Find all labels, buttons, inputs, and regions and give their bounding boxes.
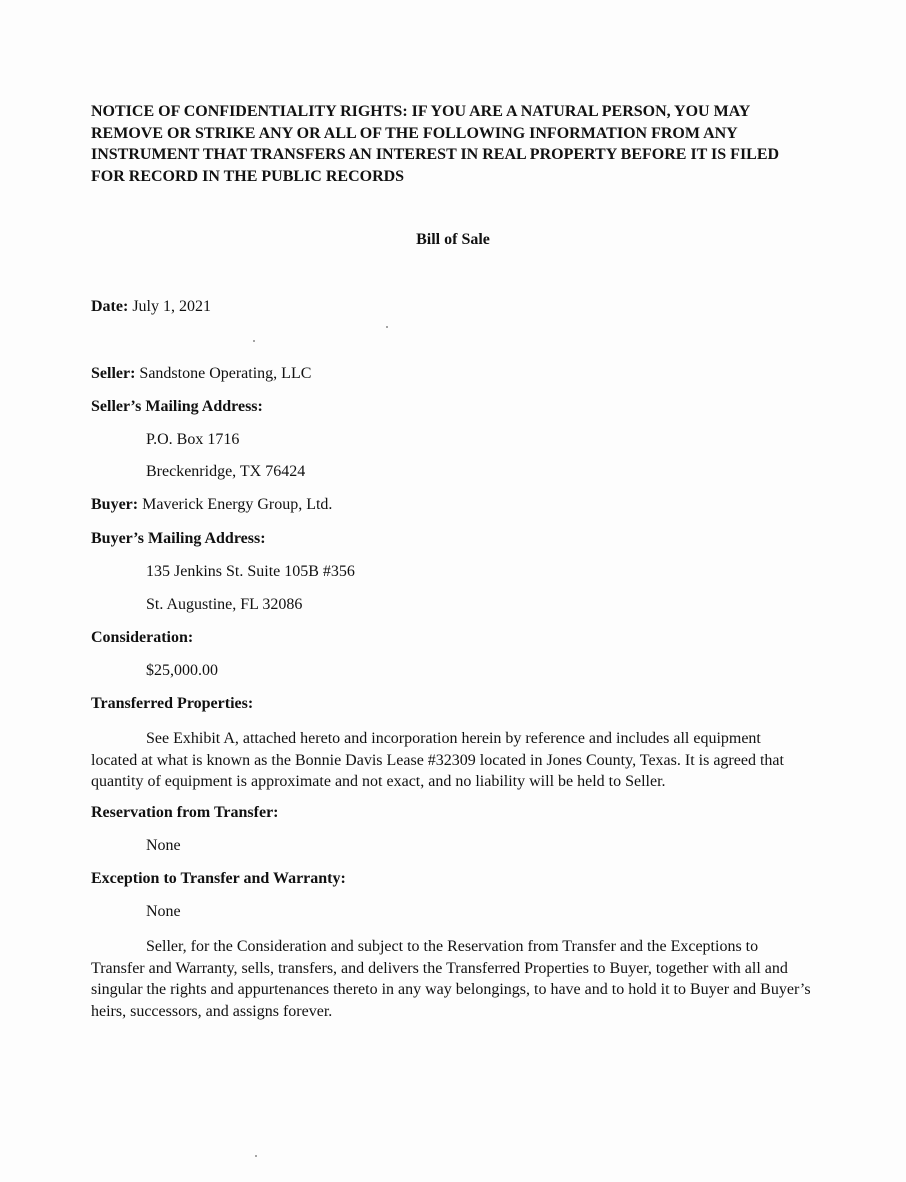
buyer-value: Maverick Energy Group, Ltd. (142, 496, 333, 513)
seller-address-label: Seller’s Mailing Address: (91, 398, 263, 415)
transferred-properties-text: See Exhibit A, attached hereto and incorporation herein by reference and includes all equipment located at what is known as the Bonnie Davis Lease #32309 located in Jones County, Texas. It is agreed that quantity of equipment is approximate and not exact, and no liability will be held to Seller. (91, 730, 784, 790)
buyer-address-line2: St. Augustine, FL 32086 (146, 596, 303, 613)
scan-speck (386, 326, 388, 328)
transferred-properties-label: Transferred Properties: (91, 695, 254, 712)
buyer-address-line1: 135 Jenkins St. Suite 105B #356 (146, 563, 355, 580)
scan-speck (253, 340, 255, 342)
seller-line (91, 365, 311, 383)
buyer-address-label: Buyer’s Mailing Address: (91, 530, 266, 547)
buyer-line (91, 496, 332, 514)
date-line (91, 298, 211, 316)
buyer-label: Buyer: (91, 496, 139, 513)
exception-label: Exception to Transfer and Warranty: (91, 870, 346, 887)
reservation-label: Reservation from Transfer: (91, 804, 279, 821)
seller-address-line2: Breckenridge, TX 76424 (146, 463, 306, 480)
date-value: July 1, 2021 (132, 298, 211, 315)
scan-speck (255, 1155, 257, 1157)
seller-address-line1: P.O. Box 1716 (146, 431, 240, 448)
consideration-value: $25,000.00 (146, 662, 218, 679)
seller-value: Sandstone Operating, LLC (139, 365, 312, 382)
seller-label: Seller: (91, 365, 136, 382)
conveyance-paragraph: Seller, for the Consideration and subject to the Reservation from Transfer and the Exceptions to Transfer and Warranty, sells, transfers, and delivers the Transferred Properties to Buyer, together with all and singular the rights and appurtenances thereto in any way belongings, to have and to hold it to Buyer and Buyer’s heirs, successors, and assigns forever. (91, 938, 811, 1020)
reservation-value: None (146, 837, 181, 854)
confidentiality-notice: NOTICE OF CONFIDENTIALITY RIGHTS: IF YOU ARE A NATURAL PERSON, YOU MAY REMOVE OR STRIKE ANY OR ALL OF THE FOLLOWING INFORMATION FROM ANY INSTRUMENT THAT TRANSFERS AN INTEREST IN REAL PROPERTY BEFORE IT IS FILED FOR RECORD IN THE PUBLIC RECORDS (91, 103, 780, 185)
date-label: Date: (91, 298, 129, 315)
document-title: Bill of Sale (416, 231, 490, 248)
consideration-label: Consideration: (91, 629, 194, 646)
exception-value: None (146, 903, 181, 920)
